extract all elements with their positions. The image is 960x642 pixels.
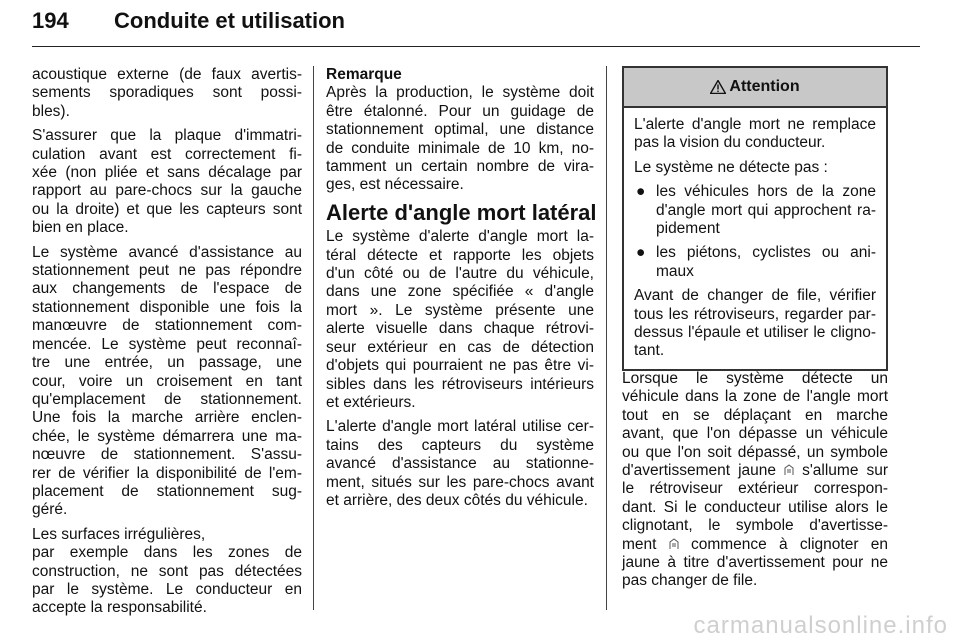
- text-line: le rétroviseur extérieur correspon-: [622, 480, 888, 498]
- text-line: Le système d'alerte d'angle mort la-: [326, 228, 594, 246]
- attention-body: [624, 108, 886, 369]
- paragraph-blind-spot-description: [326, 228, 594, 412]
- column-divider-2: [606, 66, 607, 610]
- paragraph-parking-assist: [32, 244, 302, 520]
- text-line: stationnement disponible une fois la: [32, 298, 302, 316]
- text-line: d'un côté ou de l'autre du véhicule,: [326, 265, 594, 283]
- text-line: L'alerte d'angle mort ne remplace: [634, 116, 876, 133]
- text-line: construction, ne sont pas détectées: [32, 562, 302, 580]
- text-line: ment commence à clignoter en: [622, 535, 888, 553]
- warning-triangle-icon: [710, 80, 726, 94]
- text-line: xée (non pliée et sans décalage par: [32, 164, 302, 182]
- text-line: mencée. Le système peut reconnaî-: [32, 335, 302, 353]
- text-line: les piétons, cyclistes ou ani-: [656, 244, 876, 262]
- attention-paragraph: [634, 287, 876, 361]
- text-line: stationnement optimal, une distance: [326, 121, 594, 139]
- text-line: et extérieurs.: [326, 393, 416, 411]
- attention-bullet: [634, 183, 876, 238]
- text-line: maux: [656, 262, 694, 280]
- text-line: stationnement peut ne pas répondre: [32, 262, 302, 280]
- text-line: tre une entrée, un passage, une: [32, 354, 302, 372]
- text-line: sements sporadiques sont possi-: [32, 84, 302, 102]
- text-line: ges, est nécessaire.: [326, 176, 464, 194]
- attention-box: [622, 66, 888, 371]
- text-line: Une fois la marche arrière enclen-: [32, 409, 302, 427]
- blind-spot-warning-icon: [784, 464, 794, 476]
- column-2: [326, 66, 597, 516]
- text-line: ou que l'on soit dépassé, un symbole: [622, 443, 888, 461]
- attention-bullet: [634, 244, 876, 281]
- text-line: placement de stationnement sug-: [32, 482, 302, 500]
- text-line: et arrière, des deux côtés du véhicule.: [326, 491, 588, 509]
- text-line: clignotant, le symbole d'avertisse-: [622, 517, 888, 535]
- attention-paragraph: [634, 116, 876, 153]
- text-line: manœuvre de stationnement com-: [32, 317, 302, 335]
- attention-header: [624, 68, 886, 108]
- paragraph-blind-spot-sensors: [326, 418, 594, 510]
- text-line: d'angle mort qui approchent ra-: [656, 201, 876, 219]
- text-line: mort ». Le système présente une: [326, 301, 594, 319]
- text-line: être étalonné. Pour un guidage de: [326, 102, 594, 120]
- chapter-title: Conduite et utilisation: [114, 8, 345, 33]
- text-line: dessus l'épaule et utiliser le cligno-: [634, 324, 876, 342]
- remark-box: [326, 66, 594, 195]
- text-line: seur extérieur en cas de détection: [326, 338, 594, 356]
- text-line: rer de vérifier la disponibilité de l'em-: [32, 464, 302, 482]
- paragraph-external-acoustic: [32, 66, 302, 121]
- text-line: sibles dans les rétroviseurs intérieurs: [326, 375, 594, 393]
- bullet-icon: ●: [636, 244, 646, 262]
- text-line: dant. Si le conducteur utilise alors le: [622, 498, 888, 516]
- text-line: géré.: [32, 501, 68, 519]
- text-line: par le système. Le conducteur en: [32, 580, 302, 598]
- text-line: L'alerte d'angle mort latéral utilise cer-: [326, 418, 594, 436]
- text-line: tous les rétroviseurs, regarder par-: [634, 305, 876, 323]
- text-line: téral détecte et rapporte les objets: [326, 246, 594, 264]
- text-line: ou la droite) et que les capteurs sont: [32, 200, 302, 218]
- bullet-icon: ●: [636, 183, 646, 201]
- text-line: chée, le système démarrera une ma-: [32, 427, 302, 445]
- text-line: bien en place.: [32, 219, 129, 237]
- text-line: bles).: [32, 102, 70, 120]
- paragraph-irregular-surfaces: [32, 526, 302, 618]
- text-line: d'avertissement jaune s'allume sur: [622, 462, 888, 480]
- text-line: cour, voire un croisement en tant: [32, 372, 302, 390]
- page-header: [32, 8, 920, 42]
- text-line: avant, que l'on dépasse un véhicule: [622, 425, 888, 443]
- text-line: culation avant est correctement fi-: [32, 145, 302, 163]
- text-line: Après la production, le système doit: [326, 84, 594, 102]
- attention-paragraph: Le système ne détecte pas :: [634, 158, 828, 176]
- text-line: S'assurer que la plaque d'immatri-: [32, 127, 302, 145]
- attention-title: Attention: [729, 78, 800, 95]
- text-line: tamment un certain nombre de vira-: [326, 158, 594, 176]
- text-line: acoustique externe (de faux avertis-: [32, 66, 302, 83]
- text-line: pidement: [656, 220, 720, 238]
- text-line: rapport au pare-chocs sur la gauche: [32, 182, 302, 200]
- text-line: aux changements de l'espace de: [32, 280, 302, 298]
- column-1: [32, 66, 302, 624]
- text-line: d'objets qui pourraient ne pas être vi-: [326, 357, 594, 375]
- text-line: de conduite minimale de 10 km, no-: [326, 139, 594, 157]
- text-line: Lorsque le système détecte un: [622, 370, 888, 387]
- section-heading: Alerte d'angle mort latéral: [326, 199, 597, 225]
- text-line: jaune à titre d'avertissement pour ne: [622, 554, 888, 572]
- text-line: accepte la responsabilité.: [32, 599, 207, 617]
- text-line: pas changer de file.: [622, 572, 758, 590]
- text-line: Le système avancé d'assistance au: [32, 243, 302, 261]
- column-divider-1: [313, 66, 314, 610]
- text-line: les véhicules hors de la zone: [656, 183, 876, 201]
- text-line: tains des capteurs du système: [326, 436, 594, 454]
- text-line: Avant de changer de file, vérifier: [634, 287, 876, 305]
- text-line: ment, situés sur les pare-chocs avant: [326, 473, 594, 491]
- text-line: Les surfaces irrégulières,: [32, 525, 206, 543]
- watermark: carmanualsonline.info: [693, 612, 948, 639]
- page-number: 194: [32, 8, 69, 33]
- text-line: dans une zone spécifiée « d'angle: [326, 283, 594, 301]
- blind-spot-warning-icon: [669, 538, 679, 550]
- text-line: alerte visuelle dans chaque rétrovi-: [326, 320, 594, 338]
- text-line: nœuvre de stationnement. S'assu-: [32, 446, 302, 464]
- text-line: véhicule dans la zone de l'angle mort: [622, 388, 888, 406]
- text-line: tant.: [634, 342, 665, 360]
- text-line: tout en se déplaçant en marche: [622, 406, 888, 424]
- paragraph-license-plate: [32, 127, 302, 237]
- text-line: qu'emplacement de stationnement.: [32, 390, 302, 408]
- text-line: pas la vision du conducteur.: [634, 134, 826, 152]
- text-line: par exemple dans les zones de: [32, 544, 302, 562]
- text-line: avancé d'assistance au stationne-: [326, 455, 594, 473]
- remark-title: Remarque: [326, 66, 402, 83]
- header-rule: [32, 46, 920, 47]
- paragraph-blind-spot-warning: [622, 370, 888, 591]
